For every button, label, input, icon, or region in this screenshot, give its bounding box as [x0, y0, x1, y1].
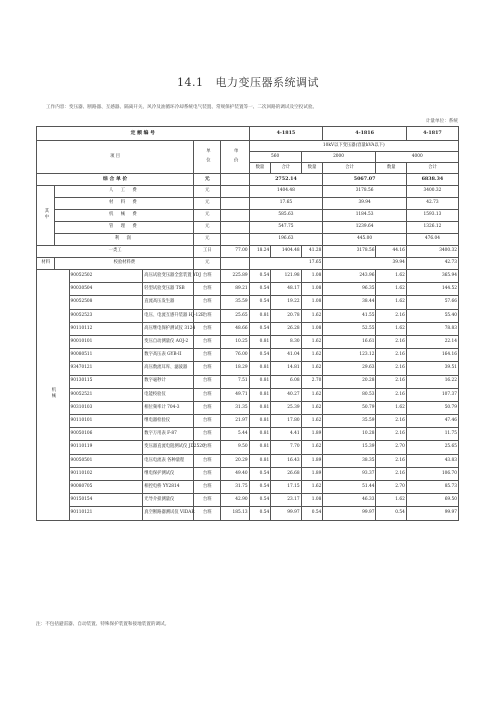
- machine-total-1: 121.98: [271, 270, 301, 283]
- labor-qty-3: 44.16: [376, 246, 406, 258]
- machine-name: 真空断路器测试仪 VIDAR: [143, 507, 194, 520]
- cost-name: 管 理 费: [55, 222, 194, 234]
- machine-qty-3: 2.16: [376, 375, 406, 388]
- machine-name: 数字高压表 GYB-II: [143, 349, 194, 362]
- machine-qty-2: 1.08: [301, 283, 323, 296]
- machine-total-3: 106.70: [406, 467, 458, 480]
- machine-total-2: 96.35: [323, 283, 376, 296]
- cost-value-1: 196.63: [249, 234, 323, 246]
- qty-header: 数量: [301, 163, 323, 174]
- machine-qty-3: 2.16: [376, 415, 406, 428]
- machine-total-3: 85.73: [406, 481, 458, 494]
- machine-code: 90010101: [69, 335, 143, 348]
- labor-total-2: 3178.56: [323, 246, 376, 258]
- machine-qty-1: 0.54: [249, 322, 271, 335]
- machine-total-3: 25.65: [406, 441, 458, 454]
- cost-price: [221, 186, 249, 198]
- machine-total-2: 51.44: [323, 481, 376, 494]
- machine-total-1: 41.04: [271, 349, 301, 362]
- machine-price: 42.90: [221, 494, 249, 507]
- machine-unit: 台班: [194, 467, 221, 480]
- cost-unit: 元: [194, 210, 221, 222]
- machine-row: [37, 507, 459, 520]
- machine-qty-1: 0.81: [249, 375, 271, 388]
- machine-unit: 台班: [194, 441, 221, 454]
- cost-name: 人 工 费: [55, 186, 194, 198]
- machine-total-1: 7.70: [271, 441, 301, 454]
- machine-row: [37, 388, 459, 401]
- machine-unit: 台班: [194, 481, 221, 494]
- machine-total-2: 38.35: [323, 454, 376, 467]
- machine-total-1: 40.27: [271, 388, 301, 401]
- capacity-3: 4000: [376, 152, 459, 163]
- cost-breakdown-row: [37, 234, 459, 246]
- material-value-1: 17.65: [249, 258, 323, 270]
- machine-code: 90110119: [69, 441, 143, 454]
- machine-unit: 台班: [194, 454, 221, 467]
- machine-qty-2: 1.62: [301, 335, 323, 348]
- machine-row: [37, 349, 459, 362]
- machine-unit: 台班: [194, 283, 221, 296]
- machine-code: 90110102: [69, 467, 143, 480]
- machine-code: 90080705: [69, 481, 143, 494]
- material-price: [221, 258, 249, 270]
- machine-code: 90150154: [69, 494, 143, 507]
- machine-total-2: 99.97: [323, 507, 376, 520]
- machine-qty-2: 1.62: [301, 415, 323, 428]
- machine-total-2: 46.33: [323, 494, 376, 507]
- machine-name: 继电保护测试仪: [143, 467, 194, 480]
- cost-breakdown-row: [37, 210, 459, 222]
- labor-price: 77.00: [221, 246, 249, 258]
- machine-code: 90110112: [69, 322, 143, 335]
- machine-total-3: 107.37: [406, 388, 458, 401]
- machine-total-3: 78.83: [406, 322, 458, 335]
- machine-qty-2: 1.89: [301, 454, 323, 467]
- machine-qty-3: 1.62: [376, 401, 406, 414]
- machine-qty-3: 2.16: [376, 335, 406, 348]
- machine-price: 7.51: [221, 375, 249, 388]
- machine-unit: 台班: [194, 349, 221, 362]
- machine-price: 21.97: [221, 415, 249, 428]
- machine-qty-3: 1.62: [376, 494, 406, 507]
- cost-value-1: 17.65: [249, 198, 323, 210]
- machine-qty-1: 0.54: [249, 507, 271, 520]
- breakdown-label-text: 其中: [43, 208, 49, 221]
- machine-total-2: 20.28: [323, 375, 376, 388]
- unit-label: 计量单位：系统: [425, 119, 458, 124]
- machine-row: [37, 481, 459, 494]
- machine-row: [37, 309, 459, 322]
- machine-row: [37, 296, 459, 309]
- machine-code: 90080511: [69, 349, 143, 362]
- material-value-2: 39.94: [323, 258, 407, 270]
- cost-unit: 元: [194, 198, 221, 210]
- machine-qty-1: 0.54: [249, 283, 271, 296]
- cost-value-2: 1184.53: [323, 210, 407, 222]
- machine-unit: 台班: [194, 401, 221, 414]
- machine-total-2: 243.96: [323, 270, 376, 283]
- total-header: 合计: [323, 163, 376, 174]
- section-title: 电力变压器系统调试: [215, 76, 319, 89]
- machine-total-1: 23.17: [271, 494, 301, 507]
- machine-unit: 台班: [194, 309, 221, 322]
- machine-qty-3: 0.54: [376, 507, 406, 520]
- machine-row: [37, 362, 459, 375]
- machine-total-2: 80.53: [323, 388, 376, 401]
- machine-total-2: 41.55: [323, 309, 376, 322]
- machine-price: 25.65: [221, 309, 249, 322]
- machine-name: 直流高压发生器: [143, 296, 194, 309]
- machine-total-2: 52.55: [323, 322, 376, 335]
- header-row-group: [37, 141, 459, 152]
- machine-total-2: 29.63: [323, 362, 376, 375]
- machine-price: 89.21: [221, 283, 249, 296]
- machine-unit: 台班: [194, 322, 221, 335]
- material-value-3: 42.73: [406, 258, 458, 270]
- labor-total-1: 1404.48: [271, 246, 301, 258]
- qty-header: 数量: [249, 163, 271, 174]
- material-row: [37, 258, 459, 270]
- machine-row: [37, 283, 459, 296]
- cost-unit: 元: [194, 222, 221, 234]
- qty-header: 数量: [376, 163, 406, 174]
- machine-total-3: 43.83: [406, 454, 458, 467]
- cost-value-3: 42.73: [406, 198, 458, 210]
- machine-total-2: 123.12: [323, 349, 376, 362]
- machine-name: 光导介损测量仪: [143, 494, 194, 507]
- machine-price: 10.25: [221, 335, 249, 348]
- cost-breakdown-row: [37, 198, 459, 210]
- cost-breakdown-row: [37, 186, 459, 198]
- machine-qty-3: 2.16: [376, 428, 406, 441]
- machine-total-1: 48.17: [271, 283, 301, 296]
- machine-name: 继电器检验仪: [143, 415, 194, 428]
- code-col-1: 4-1815: [249, 127, 323, 141]
- machine-total-1: 25.39: [271, 401, 301, 414]
- machine-qty-1: 0.81: [249, 388, 271, 401]
- machine-qty-2: 1.62: [301, 349, 323, 362]
- labor-name: 一类工: [37, 246, 194, 258]
- total-header: 合计: [406, 163, 458, 174]
- cost-value-3: 1326.12: [406, 222, 458, 234]
- machine-qty-3: 2.70: [376, 481, 406, 494]
- machine-code: 90052523: [69, 309, 143, 322]
- machine-row: [37, 375, 459, 388]
- machine-row: [37, 322, 459, 335]
- machine-qty-3: 2.16: [376, 467, 406, 480]
- machine-qty-2: 1.62: [301, 481, 323, 494]
- machine-price: 9.50: [221, 441, 249, 454]
- section-number: 14.1: [177, 76, 204, 89]
- machine-qty-3: 1.62: [376, 270, 406, 283]
- machine-code: 90110101: [69, 415, 143, 428]
- summary-unit: 元: [194, 174, 221, 186]
- machine-total-1: 20.78: [271, 309, 301, 322]
- machine-unit: 台班: [194, 375, 221, 388]
- cost-name: 利 润: [55, 234, 194, 246]
- cost-name: 材 料 费: [55, 198, 194, 210]
- machine-name: 高压试验变压器全套装置 YDJ: [143, 270, 194, 283]
- machine-qty-3: 1.62: [376, 322, 406, 335]
- machine-price: 31.75: [221, 481, 249, 494]
- work-description: 工作内容：变压器、断路器、互感器、隔离开关、风冷及油循环冷却系统电气装置、常规保护装置等一、二次回路的调试及空投试验。: [46, 105, 318, 110]
- machine-code: 90030504: [69, 283, 143, 296]
- machine-qty-2: 1.08: [301, 494, 323, 507]
- cost-value-1: 1404.48: [249, 186, 323, 198]
- material-unit: 元: [194, 258, 221, 270]
- summary-value-1: 2752.14: [249, 174, 323, 186]
- machine-total-1: 16.43: [271, 454, 301, 467]
- machine-name: 电压电流表 各种量程: [143, 454, 194, 467]
- machine-qty-2: 1.62: [301, 441, 323, 454]
- machine-qty-2: 1.89: [301, 428, 323, 441]
- cost-value-2: 3178.56: [323, 186, 407, 198]
- machine-total-1: 17.80: [271, 415, 301, 428]
- machine-qty-1: 0.54: [249, 494, 271, 507]
- header-row-codes: [37, 127, 459, 141]
- machine-qty-1: 0.54: [249, 349, 271, 362]
- material-name: 校验材料费: [55, 258, 194, 270]
- machine-qty-1: 0.81: [249, 415, 271, 428]
- machine-qty-1: 0.81: [249, 441, 271, 454]
- machine-qty-2: 1.62: [301, 362, 323, 375]
- machine-total-2: 50.79: [323, 401, 376, 414]
- page-title: [0, 74, 496, 90]
- quota-code-label: 定 额 编 号: [37, 127, 250, 141]
- machine-code: 90052521: [69, 388, 143, 401]
- cost-value-1: 585.63: [249, 210, 323, 222]
- machine-total-1: 14.81: [271, 362, 301, 375]
- labor-total-3: 3400.32: [406, 246, 458, 258]
- machine-total-3: 47.46: [406, 415, 458, 428]
- machine-total-1: 99.97: [271, 507, 301, 520]
- machine-price: 35.59: [221, 296, 249, 309]
- machine-label-text: 机械: [50, 387, 56, 400]
- machine-total-3: 57.66: [406, 296, 458, 309]
- machine-qty-2: 1.08: [301, 322, 323, 335]
- machine-qty-3: 2.16: [376, 349, 406, 362]
- machine-price: 76.00: [221, 349, 249, 362]
- machine-unit: 台班: [194, 335, 221, 348]
- labor-unit: 工日: [194, 246, 221, 258]
- machine-qty-1: 0.81: [249, 454, 271, 467]
- machine-code: 90052508: [69, 296, 143, 309]
- machine-qty-3: 1.62: [376, 283, 406, 296]
- machine-total-1: 17.15: [271, 481, 301, 494]
- machine-total-1: 26.68: [271, 467, 301, 480]
- machine-unit: 台班: [194, 270, 221, 283]
- labor-qty-1: 18.24: [249, 246, 271, 258]
- machine-total-3: 144.52: [406, 283, 458, 296]
- machine-total-3: 22.14: [406, 335, 458, 348]
- code-col-3: 4-1817: [406, 127, 458, 141]
- machine-total-3: 50.79: [406, 401, 458, 414]
- machine-name: 轻型试验变压器 TSB: [143, 283, 194, 296]
- machine-name: 变压器直流电阻测试仪 JD2520: [143, 441, 194, 454]
- machine-name: 数字毫秒计: [143, 375, 194, 388]
- machine-qty-3: 2.16: [376, 454, 406, 467]
- total-header: 合计: [271, 163, 301, 174]
- machine-total-3: 16.22: [406, 375, 458, 388]
- labor-row: [37, 246, 459, 258]
- cost-unit: 元: [194, 234, 221, 246]
- machine-unit: 台班: [194, 428, 221, 441]
- machine-row: [37, 270, 459, 283]
- machine-code: 90110121: [69, 507, 143, 520]
- machine-price: 5.44: [221, 428, 249, 441]
- price-header: 单 价: [221, 141, 249, 174]
- machine-qty-1: 0.54: [249, 467, 271, 480]
- machine-price: 49.71: [221, 388, 249, 401]
- machine-code: 93470121: [69, 362, 143, 375]
- machine-qty-1: 0.81: [249, 401, 271, 414]
- machine-price: 31.35: [221, 401, 249, 414]
- machine-price: 185.13: [221, 507, 249, 520]
- machine-row: [37, 335, 459, 348]
- machine-total-3: 11.75: [406, 428, 458, 441]
- summary-value-2: 5067.07: [323, 174, 407, 186]
- machine-qty-2: 1.62: [301, 401, 323, 414]
- cost-value-2: 445.00: [323, 234, 407, 246]
- machine-total-1: 19.22: [271, 296, 301, 309]
- machine-qty-1: 0.54: [249, 296, 271, 309]
- cost-value-3: 3400.32: [406, 186, 458, 198]
- machine-total-1: 6.08: [271, 375, 301, 388]
- machine-total-1: 4.41: [271, 428, 301, 441]
- machine-unit: 台班: [194, 388, 221, 401]
- machine-unit: 台班: [194, 494, 221, 507]
- capacity-1: 560: [249, 152, 301, 163]
- machine-qty-2: 1.62: [301, 309, 323, 322]
- machine-price: 49.40: [221, 467, 249, 480]
- machine-qty-2: 1.62: [301, 388, 323, 401]
- machine-total-1: 26.28: [271, 322, 301, 335]
- machine-total-2: 35.59: [323, 415, 376, 428]
- machine-qty-3: 2.16: [376, 309, 406, 322]
- machine-qty-1: 0.81: [249, 428, 271, 441]
- machine-code: 90050106: [69, 428, 143, 441]
- machine-qty-1: 0.81: [249, 309, 271, 322]
- machine-qty-2: 2.70: [301, 375, 323, 388]
- cost-price: [221, 210, 249, 222]
- cost-price: [221, 198, 249, 210]
- machine-name: 相控电桥 YY2814: [143, 481, 194, 494]
- cost-value-2: 39.94: [323, 198, 407, 210]
- machine-row: [37, 494, 459, 507]
- material-category: 材料: [37, 258, 55, 270]
- machine-price: 18.29: [221, 362, 249, 375]
- machine-name: 高压数流耳库、滤波器: [143, 362, 194, 375]
- cost-value-2: 1239.64: [323, 222, 407, 234]
- cost-price: [221, 222, 249, 234]
- machine-total-3: 99.97: [406, 507, 458, 520]
- machine-unit: 台班: [194, 507, 221, 520]
- machine-row: [37, 467, 459, 480]
- machine-total-3: 69.50: [406, 494, 458, 507]
- machine-qty-1: 0.81: [249, 362, 271, 375]
- machine-price: 48.66: [221, 322, 249, 335]
- machine-name: 高压继电保护测试仪 3124: [143, 322, 194, 335]
- machine-qty-2: 1.08: [301, 296, 323, 309]
- labor-qty-2: 41.28: [301, 246, 323, 258]
- item-label: 项 目: [37, 141, 194, 174]
- machine-code: 90130115: [69, 375, 143, 388]
- machine-row: [37, 415, 459, 428]
- cost-unit: 元: [194, 186, 221, 198]
- machine-row: [37, 401, 459, 414]
- machine-code: 90050501: [69, 454, 143, 467]
- machine-row: [37, 454, 459, 467]
- machine-total-1: 8.30: [271, 335, 301, 348]
- machine-qty-3: 2.70: [376, 441, 406, 454]
- machine-name: 相位频率计 704-3: [143, 401, 194, 414]
- machine-name: 电能校验仪: [143, 388, 194, 401]
- summary-label: 综 合 单 价: [37, 174, 194, 186]
- machine-qty-1: 0.54: [249, 270, 271, 283]
- footnote: 注：不包括避雷器、自动装置、特殊保护装置和接地装置的调试。: [36, 622, 170, 627]
- machine-qty-1: 0.54: [249, 481, 271, 494]
- machine-total-2: 38.44: [323, 296, 376, 309]
- machine-row: [37, 428, 459, 441]
- machine-code: 90310103: [69, 401, 143, 414]
- machine-qty-1: 0.81: [249, 335, 271, 348]
- machine-qty-3: 2.16: [376, 388, 406, 401]
- machine-name: 数字万用表 F-87: [143, 428, 194, 441]
- summary-value-3: 6838.34: [406, 174, 458, 186]
- machine-row: [37, 441, 459, 454]
- breakdown-label: [37, 186, 55, 246]
- machine-name: 电压、电流互感升装器 HJ-12E: [143, 309, 194, 322]
- cost-value-3: 1593.13: [406, 210, 458, 222]
- machine-label: [37, 270, 70, 521]
- unit-header: 单 位: [194, 141, 221, 174]
- quota-table: [36, 126, 459, 521]
- machine-total-2: 15.39: [323, 441, 376, 454]
- machine-name: 变压自动测量仪 AOJ-2: [143, 335, 194, 348]
- machine-unit: 台班: [194, 415, 221, 428]
- cost-price: [221, 234, 249, 246]
- machine-total-2: 10.28: [323, 428, 376, 441]
- machine-total-3: 365.94: [406, 270, 458, 283]
- cost-value-1: 547.75: [249, 222, 323, 234]
- machine-unit: 台班: [194, 296, 221, 309]
- capacity-2: 2000: [301, 152, 376, 163]
- cost-value-3: 476.04: [406, 234, 458, 246]
- machine-qty-3: 2.16: [376, 362, 406, 375]
- machine-qty-3: 1.62: [376, 296, 406, 309]
- code-col-2: 4-1816: [323, 127, 407, 141]
- summary-row: [37, 174, 459, 186]
- cost-name: 机 械 费: [55, 210, 194, 222]
- machine-qty-2: 1.08: [301, 270, 323, 283]
- machine-total-2: 93.37: [323, 467, 376, 480]
- machine-price: 20.29: [221, 454, 249, 467]
- machine-total-3: 164.16: [406, 349, 458, 362]
- machine-total-3: 55.40: [406, 309, 458, 322]
- machine-total-2: 16.61: [323, 335, 376, 348]
- machine-unit: 台班: [194, 362, 221, 375]
- cost-breakdown-row: [37, 222, 459, 234]
- machine-qty-2: 0.54: [301, 507, 323, 520]
- group-title: 10kV以下变压器(容量kVA以下): [249, 141, 458, 152]
- machine-total-3: 39.51: [406, 362, 458, 375]
- machine-price: 225.89: [221, 270, 249, 283]
- machine-qty-2: 1.89: [301, 467, 323, 480]
- machine-code: 90052502: [69, 270, 143, 283]
